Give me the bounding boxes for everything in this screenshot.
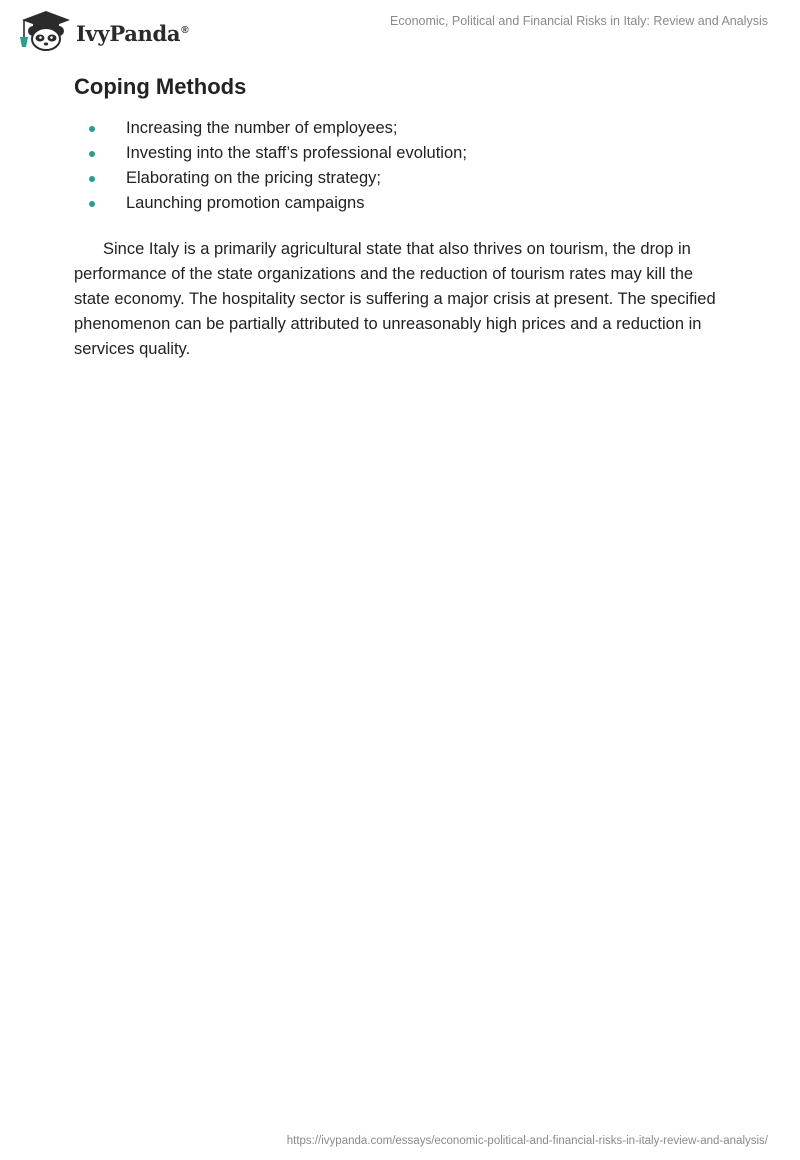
list-item	[74, 116, 724, 141]
document-content	[74, 72, 724, 362]
source-url-link[interactable]: https://ivypanda.com/essays/economic-political-and-financial-risks-in-italy-review-and-analysis/	[286, 1135, 768, 1147]
list-item	[74, 141, 724, 166]
bullet-dot-icon	[89, 151, 95, 157]
list-item-text: Launching promotion campaigns	[126, 194, 365, 212]
list-item-text: Investing into the staff’s professional evolution;	[126, 144, 467, 162]
list-item	[74, 191, 724, 216]
bullet-dot-icon	[89, 176, 95, 182]
coping-methods-list	[74, 116, 724, 216]
brand-name: IvyPanda®	[76, 20, 189, 46]
panda-graduation-cap-icon	[16, 9, 70, 51]
bullet-dot-icon	[89, 201, 95, 207]
document-title: Economic, Political and Financial Risks in Italy: Review and Analysis	[390, 14, 768, 28]
list-item	[74, 166, 724, 191]
brand-registered-mark: ®	[181, 24, 189, 36]
list-item-text: Elaborating on the pricing strategy;	[126, 169, 381, 187]
brand-logo[interactable]	[16, 9, 188, 51]
bullet-dot-icon	[89, 126, 95, 132]
section-heading: Coping Methods	[74, 74, 247, 99]
list-item-text: Increasing the number of employees;	[126, 119, 398, 137]
body-paragraph: Since Italy is a primarily agricultural state that also thrives on tourism, the drop in performance of the state organizations and the reduction of tourism rates may kill the state economy. The hospitality sector is suffering a major crisis at present. The specified phenomenon can be partially attributed to unreasonably high prices and a reduction in services quality.	[74, 240, 716, 358]
